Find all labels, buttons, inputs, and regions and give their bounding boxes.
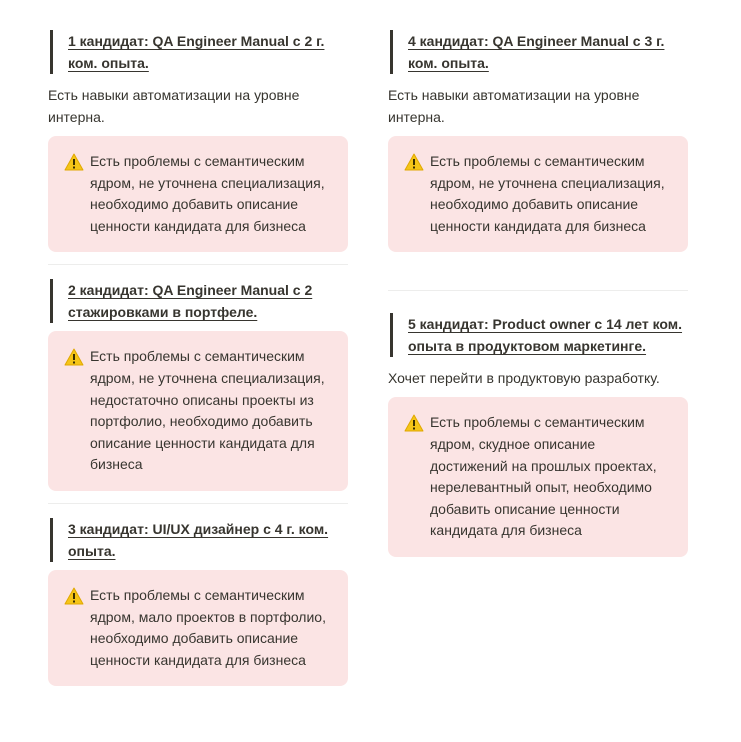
candidate-2-title-link[interactable]: 2 кандидат: QA Engineer Manual с 2 стажировками в портфеле. — [68, 282, 313, 321]
candidate-5-title-link[interactable]: 5 кандидат: Product owner с 14 лет ком. опыта в продуктовом маркетинге. — [408, 316, 683, 355]
candidate-1-callout — [48, 136, 348, 252]
warning-icon — [404, 412, 430, 542]
warning-icon — [64, 585, 90, 671]
warning-icon — [404, 151, 430, 237]
candidate-1-title — [50, 30, 348, 74]
candidate-3-title — [50, 518, 348, 562]
candidate-3-title-link[interactable]: 3 кандидат: UI/UX дизайнер с 4 г. ком. опыта. — [68, 520, 329, 559]
candidate-4-callout — [388, 136, 688, 252]
candidate-5-description: Хочет перейти в продуктовую разработку. — [388, 370, 660, 387]
candidate-5-callout — [388, 397, 688, 557]
candidate-3-issue: Есть проблемы с семантическим ядром, мало проектов в портфолио, необходимо добавить описание ценности кандидата для бизнеса — [90, 586, 326, 668]
warning-icon — [64, 346, 90, 476]
candidate-4-title — [390, 30, 688, 74]
candidate-2-issue: Есть проблемы с семантическим ядром, не уточнена специализация, недостаточно описаны проекты из портфолио, необходимо добавить описание ценности кандидата для бизнеса — [90, 348, 325, 473]
candidate-1-description: Есть навыки автоматизации на уровне интерна. — [48, 87, 300, 125]
candidate-5-title — [390, 313, 688, 357]
candidate-1-title-link[interactable]: 1 кандидат: QA Engineer Manual с 2 г. ком. опыта. — [68, 33, 325, 71]
divider — [48, 264, 348, 265]
left-column — [48, 30, 348, 686]
candidate-4-title-link[interactable]: 4 кандидат: QA Engineer Manual с 3 г. ком. опыта. — [408, 33, 665, 71]
candidate-2-title — [50, 279, 348, 323]
warning-icon — [64, 151, 90, 237]
divider — [48, 503, 348, 504]
candidate-2-callout — [48, 331, 348, 491]
divider — [388, 290, 688, 291]
candidate-3-callout — [48, 570, 348, 686]
candidate-1-issue: Есть проблемы с семантическим ядром, не уточнена специализация, необходимо добавить описание ценности кандидата для бизнеса — [90, 153, 325, 234]
candidate-5-issue: Есть проблемы с семантическим ядром, скудное описание достижений на прошлых проектах, нерелевантный опыт, необходимо добавить описание ценности кандидата для бизнеса — [430, 414, 657, 539]
candidate-4-issue: Есть проблемы с семантическим ядром, не уточнена специализация, необходимо добавить описание ценности кандидата для бизнеса — [430, 153, 665, 234]
candidate-4-description: Есть навыки автоматизации на уровне интерна. — [388, 87, 640, 125]
right-column — [388, 30, 688, 557]
